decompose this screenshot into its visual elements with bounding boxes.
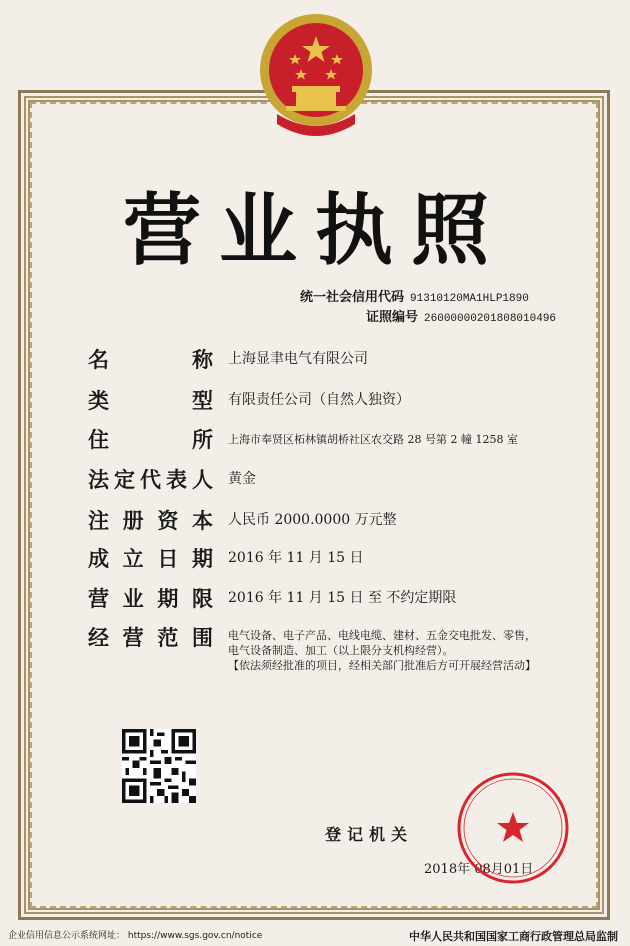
- field-value: 2016 年 11 月 15 日 至 不约定期限: [228, 590, 457, 606]
- footer-website: 企业信用信息公示系统网址： https://www.sgs.gov.cn/notice: [8, 931, 263, 941]
- credit-code-value: 91310120MA1HLP1890: [410, 293, 529, 305]
- field-value: 人民币 2000.0000 万元整: [228, 512, 397, 528]
- field-row-term: [88, 583, 608, 617]
- license-no-row: [366, 306, 556, 325]
- field-value: 有限责任公司（自然人独资）: [228, 392, 410, 408]
- field-label: 类 型: [88, 389, 213, 413]
- footer-issuer: 中华人民共和国国家工商行政管理总局监制: [409, 930, 618, 943]
- field-row-capital: [88, 505, 608, 539]
- issue-date: 2018年 08月01日: [424, 862, 534, 877]
- field-value: 上海市奉贤区柘林镇胡桥社区农交路 28 号第 2 幢 1258 室: [228, 433, 518, 446]
- business-scope: [228, 628, 588, 673]
- scope-line: 电气设备制造、加工（以上限分支机构经营）。: [228, 644, 454, 657]
- field-row-address: [88, 424, 608, 458]
- field-row-established: [88, 543, 608, 577]
- field-row-name: [88, 344, 608, 378]
- star-icon: [497, 812, 529, 842]
- field-label: 成 立 日 期: [88, 547, 213, 571]
- credit-code-label: 统一社会信用代码: [300, 290, 405, 305]
- registration-authority: 登记机关: [325, 825, 414, 844]
- field-label: 法 定 代 表 人: [88, 468, 213, 492]
- license-no-label: 证照编号: [366, 310, 419, 325]
- field-label: 营 业 期 限: [88, 587, 213, 611]
- field-label: 经 营 范 围: [88, 626, 213, 650]
- scope-line: 电气设备、电子产品、电线电缆、建材、五金交电批发、零售，: [228, 629, 536, 642]
- field-row-type: [88, 385, 608, 419]
- document-title: 营业执照: [122, 186, 507, 276]
- national-emblem-icon: [257, 14, 375, 148]
- field-label: 住 所: [88, 428, 213, 452]
- scope-line: 【依法须经批准的项目，经相关部门批准后方可开展经营活动】: [228, 659, 536, 672]
- field-value: 上海显聿电气有限公司: [228, 351, 368, 367]
- field-row-legal-rep: [88, 464, 608, 498]
- license-no-value: 26000000201808010496: [424, 313, 557, 325]
- field-value: 2016 年 11 月 15 日: [228, 550, 364, 566]
- field-label: 名 称: [88, 348, 213, 372]
- official-seal-icon: [455, 770, 571, 886]
- field-value: 黄金: [228, 471, 256, 487]
- field-label: 注 册 资 本: [88, 509, 213, 533]
- qr-code-icon: [122, 729, 196, 803]
- credit-code-row: [300, 286, 529, 305]
